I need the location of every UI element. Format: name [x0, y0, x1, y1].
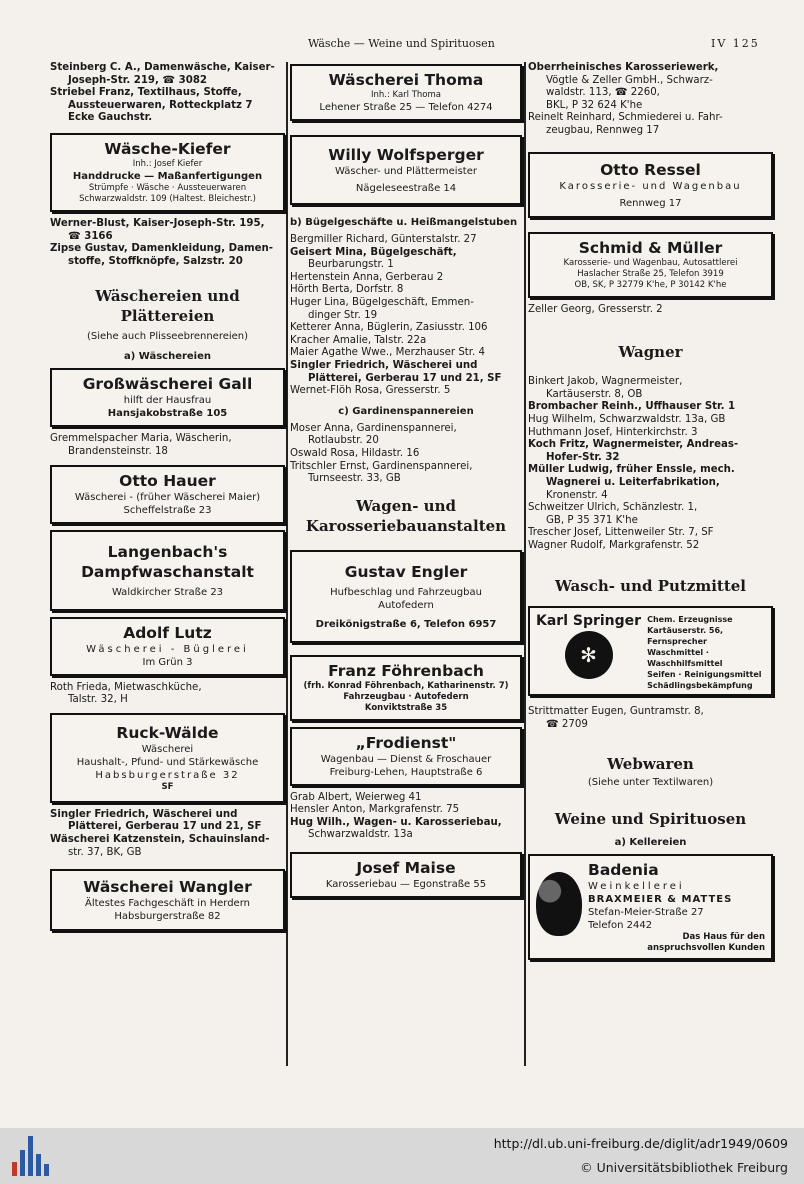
- copyright-notice: © Universitätsbibliothek Freiburg: [580, 1160, 788, 1175]
- entry-tritschler: Tritschler Ernst, Gardinenspannerei, Turnseestr. 33, GB: [290, 460, 473, 485]
- permalink-link[interactable]: http://dl.ub.uni-freiburg.de/diglit/adr1949/0609: [493, 1136, 788, 1151]
- ad-badenia: Badenia Weinkellerei BRAXMEIER & MATTES Stefan-Meier-Straße 27 Telefon 2442 Das Haus für den anspruchsvollen Kunden: [528, 854, 773, 960]
- ad-waescherei-wangler: Wäscherei Wangler Ältestes Fachgeschäft in Herdern Habsburgerstraße 82: [50, 869, 285, 931]
- entry-trescher: Trescher Josef, Littenweiler Str. 7, SF: [528, 527, 714, 539]
- entry-huger: Huger Lina, Bügelgeschäft, Emmen- dinger Str. 19: [290, 296, 474, 321]
- section-heading-wasch-putzmittel: Wasch- und Putzmittel: [554, 577, 746, 596]
- entry-hertenstein: Hertenstein Anna, Gerberau 2: [290, 271, 444, 283]
- ad-willy-wolfsperger: Willy Wolfsperger Wäscher- und Plättermeister Nägeleseestraße 14: [290, 135, 522, 205]
- entry-kracher: Kracher Amalie, Talstr. 22a: [290, 334, 427, 346]
- entry-hensler: Hensler Anton, Markgrafenstr. 75: [290, 804, 460, 816]
- entry-wernet-floeh: Wernet-Flöh Rosa, Gresserstr. 5: [290, 385, 451, 397]
- entry-steinberg: Steinberg C. A., Damenwäsche, Kaiser- Joseph-Str. 219, ☎ 3082: [50, 62, 275, 86]
- entry-singler: Singler Friedrich, Wäscherei und Plätterei, Gerberau 17 und 21, SF: [50, 808, 262, 833]
- entry-zeller: Zeller Georg, Gresserstr. 2: [528, 303, 663, 315]
- ad-karl-springer: Karl Springer ✻ Chem. Erzeugnisse Kartäuserstr. 56, Fernsprecher Waschmittel · Waschhilfsmittel Seifen · Reinigungsmittel Schädlingsbekämpfung: [528, 606, 773, 696]
- entry-geisert: Geisert Mina, Bügelgeschäft, Beurbarungstr. 1: [290, 246, 457, 271]
- entry-maier: Maier Agathe Wwe., Merzhauser Str. 4: [290, 347, 486, 359]
- section-heading-karosserie: Karosseriebauanstalten: [305, 516, 507, 535]
- ad-otto-hauer: Otto Hauer Wäscherei - (früher Wäscherei Maier) Scheffelstraße 23: [50, 465, 285, 524]
- entry-brombacher: Brombacher Reinh., Uffhauser Str. 1: [528, 401, 736, 413]
- entry-strittmatter: Strittmatter Eugen, Guntramstr. 8, ☎ 2709: [528, 706, 704, 731]
- entry-werner-blust: Werner-Blust, Kaiser-Joseph-Str. 195, ☎ 3166: [50, 217, 265, 242]
- column-2: [290, 62, 522, 904]
- subsection-gardinenspannereien: c) Gardinenspannereien: [338, 405, 474, 417]
- page-header: [0, 37, 804, 53]
- entry-moser: Moser Anna, Gardinenspannerei, Rotlaubstr. 20: [290, 422, 457, 447]
- entry-bergmiller: Bergmiller Richard, Günterstalstr. 27: [290, 234, 477, 245]
- entry-schweitzer: Schweitzer Ulrich, Schänzlestr. 1, GB, P 35 371 K'he: [528, 502, 698, 526]
- section-heading-wagner: Wagner: [618, 343, 683, 362]
- entry-mueller: Müller Ludwig, früher Ensslе, mech. Wagnerei u. Leiterfabrikation, Kronenstr. 4: [528, 464, 735, 501]
- subsection-kellereien: a) Kellereien: [614, 836, 687, 848]
- column-1: [50, 62, 285, 937]
- page-number: IV 125: [711, 37, 760, 50]
- page-title: Wäsche — Weine und Spirituosen: [308, 37, 495, 50]
- grape-logo-icon: [536, 872, 582, 936]
- section-heading-weine: Weine und Spirituosen: [554, 809, 747, 828]
- entry-wagner-rudolf: Wagner Rudolf, Markgrafenstr. 52: [528, 539, 700, 551]
- entry-huthmann: Huthmann Josef, Hinterkirchstr. 3: [528, 426, 698, 438]
- ad-grosswaescherei-gall: Großwäscherei Gall hilft der Hausfrau Hansjakobstraße 105: [50, 368, 285, 427]
- ad-langenbach: Langenbach's Dampfwaschanstalt Waldkircher Straße 23: [50, 530, 285, 611]
- entry-zipse: Zipse Gustav, Damenkleidung, Damen- stoffe, Stoffknöpfe, Salzstr. 20: [50, 243, 273, 267]
- entry-binkert: Binkert Jakob, Wagnermeister, Kartäuserstr. 8, OB: [528, 376, 683, 400]
- ad-frodienst: „Frodienst" Wagenbau — Dienst & Froschauer Freiburg-Lehen, Hauptstraße 6: [290, 727, 522, 786]
- column-3: [528, 62, 773, 966]
- webwaren-note: (Siehe unter Textilwaren): [587, 776, 714, 788]
- ad-waesche-kiefer: Wäsche-Kiefer Inh.: Josef Kiefer Handdrucke — Maßanfertigungen Strümpfe · Wäsche · Aussteuerwaren Schwarzwaldstr. 109 (Haltest. Bleichestr.): [50, 133, 285, 212]
- viewer-footer: [0, 1128, 804, 1184]
- entry-katzenstein: Wäscherei Katzenstein, Schauinsland- str. 37, BK, GB: [50, 833, 270, 858]
- entry-oberrheinisches: Oberrheinisches Karosseriewerk, Vögtle & Zeller GmbH., Schwarz- waldstr. 113, ☎ 2260, BKL, P 32 624 K'he: [528, 62, 719, 111]
- entry-koch: Koch Fritz, Wagnermeister, Andreas- Hofer-Str. 32: [528, 439, 739, 463]
- springer-logo-icon: ✻: [565, 631, 613, 679]
- ad-adolf-lutz: Adolf Lutz Wäscherei - Büglerei Im Grün 3: [50, 617, 285, 676]
- entry-hug-wilhelm: Hug Wilhelm, Schwarzwaldstr. 13a, GB: [528, 413, 726, 425]
- entry-grab: Grab Albert, Weierweg 41: [290, 791, 422, 803]
- column-rule-right: [524, 62, 526, 1066]
- ad-schmid-mueller: Schmid & Müller Karosserie- und Wagenbau, Autosattlerei Haslacher Straße 25, Telefon 3919 OB, SK, P 32779 K'he, P 30142 K'he: [528, 232, 773, 298]
- section-heading-waeschereien: Wäschereien und Plättereien: [95, 287, 240, 326]
- ad-ruck-waelde: Ruck-Wälde Wäscherei Haushalt-, Pfund- und Stärkewäsche Habsburgerstraße 32 SF: [50, 713, 285, 803]
- entry-hoerth: Hörth Berta, Dorfstr. 8: [290, 284, 404, 296]
- entry-hug-wilh: Hug Wilh., Wagen- u. Karosseriebau, Schwarzwaldstr. 13a: [290, 816, 502, 841]
- section-heading-webwaren: Webwaren: [607, 754, 694, 773]
- ad-josef-maise: Josef Maise Karosseriebau — Egonstraße 55: [290, 852, 522, 898]
- ad-otto-ressel: Otto Ressel Karosserie- und Wagenbau Rennweg 17: [528, 152, 773, 218]
- subsection-buegelgeschaefte: b) Bügelgeschäfte u. Heißmangelstuben: [290, 217, 518, 228]
- entry-roth: Roth Frieda, Mietwaschküche, Talstr. 32, H: [50, 681, 202, 706]
- entry-reinelt: Reinelt Reinhard, Schmiederei u. Fahr- zeugbau, Rennweg 17: [528, 112, 723, 136]
- subsection-waeschereien: a) Wäschereien: [123, 351, 212, 363]
- entry-gremmelspacher: Gremmelspacher Maria, Wäscherin, Brandensteinstr. 18: [50, 433, 232, 457]
- ad-gustav-engler: Gustav Engler Hufbeschlag und Fahrzeugbau Autofedern Dreikönigstraße 6, Telefon 6957: [290, 550, 522, 643]
- entry-singler-b: Singler Friedrich, Wäscherei und Plätterei, Gerberau 17 und 21, SF: [290, 359, 502, 384]
- entry-ketterer: Ketterer Anna, Büglerin, Zasiusstr. 106: [290, 322, 488, 334]
- ad-franz-foehrenbach: Franz Föhrenbach (frh. Konrad Föhrenbach, Katharinenstr. 7) Fahrzeugbau · Autofedern Konviktstraße 35: [290, 655, 522, 721]
- library-logo-icon: [12, 1136, 52, 1176]
- section-note: (Siehe auch Plisseebrennereien): [86, 331, 249, 343]
- entry-oswald: Oswald Rosa, Hildastr. 16: [290, 447, 420, 459]
- entry-striebel: Striebel Franz, Textilhaus, Stoffe, Aussteuerwaren, Rotteckplatz 7 Ecke Gauchstr.: [50, 87, 253, 124]
- ad-waescherei-thoma: Wäscherei Thoma Inh.: Karl Thoma Lehener Straße 25 — Telefon 4274: [290, 64, 522, 121]
- section-heading-wagen: Wagen- und: [356, 496, 456, 515]
- column-rule-left: [286, 62, 288, 1066]
